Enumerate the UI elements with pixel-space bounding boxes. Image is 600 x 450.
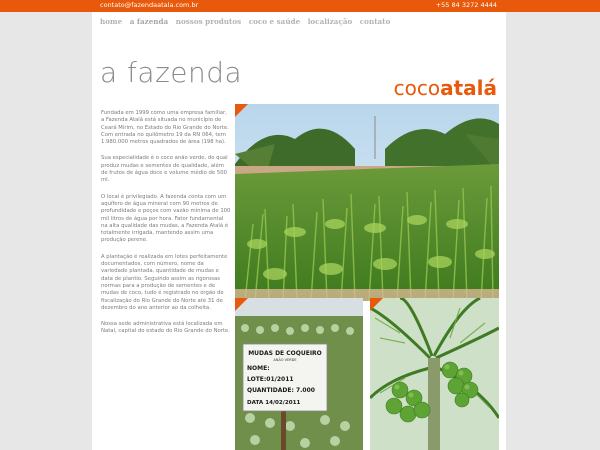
plantation-photo bbox=[235, 104, 499, 301]
logo-part-coco: coco bbox=[393, 76, 441, 100]
nav-item-localizacao[interactable]: localização bbox=[307, 17, 353, 26]
corner-accent bbox=[235, 298, 248, 311]
corner-accent bbox=[370, 298, 383, 311]
coconut-photo bbox=[370, 298, 499, 450]
top-bar bbox=[0, 0, 600, 12]
paragraph: O local é privilegiado. A fazenda conta com um aquífero de água mineral com 90 metros de profundidade e poços com vazão mínima de 100 mil litros de água por hora. Fator fundamental na alta qualidade das mudas, a Fazenda Atalá é totalmente irrigada, mantendo assim uma produção perene. bbox=[101, 193, 231, 244]
nav-item-a-fazenda[interactable]: a fazenda bbox=[129, 17, 169, 26]
nav-item-nossos-produtos[interactable]: nossos produtos bbox=[175, 17, 242, 26]
sign-title: MUDAS DE COQUEIRO bbox=[248, 350, 322, 357]
paragraph: Fundada em 1999 como uma empresa familiar, a Fazenda Atalá está situada no município de Ceará Mirim, no Estado do Rio Grande do Norte. Com entrada no quilômetro 19 da RN 064, tem 1.980.000 metros quadrados de área (198 ha). bbox=[101, 110, 229, 146]
corner-accent bbox=[235, 104, 248, 117]
sign-data: DATA 14/02/2011 bbox=[247, 400, 301, 406]
brand-logo[interactable] bbox=[394, 76, 497, 100]
sign-lote: LOTE:01/2011 bbox=[247, 376, 294, 383]
sign-name-label: NOME: bbox=[247, 365, 270, 372]
nav-item-coco-e-saude[interactable]: coco e saúde bbox=[248, 17, 301, 26]
logo-part-atala: atalá bbox=[440, 76, 497, 100]
plantation-illustration bbox=[235, 104, 499, 301]
nav-item-home[interactable]: home bbox=[100, 17, 123, 26]
paragraph: Nossa sede administrativa está localizada em Natal, capital do estado do Rio Grande do Norte. bbox=[101, 321, 230, 335]
seedling-sign-photo bbox=[235, 298, 363, 450]
page-title: a fazenda bbox=[100, 56, 243, 89]
sign-illustration bbox=[235, 298, 363, 450]
contact-phone: +55 84 3272 4444 bbox=[435, 1, 497, 9]
paragraph: Sua especialidade é o coco anão verde, do qual produz mudas e sementes de qualidade, além de frutos de água doce e volume médio de 500 ml. bbox=[101, 155, 228, 184]
main-nav bbox=[100, 17, 395, 26]
paragraph: A plantação é realizada em lotes perfeitamente documentados, com número, nome da variedade plantada, quantidade de mudas e data de plantio. Seguindo assim as rigorosas normas para a produção de sementes e de mudas de coco, tudo é registrado no órgão de fiscalização do Rio Grande do Norte até 31 de dezembro do ano anterior ao da colheita. bbox=[101, 253, 228, 311]
contact-email-link[interactable]: contato@fazendaatala.com.br bbox=[100, 1, 199, 9]
sign-subtitle: ANÃO VERDE bbox=[273, 358, 297, 362]
nav-item-contato[interactable]: contato bbox=[359, 17, 391, 26]
sign-quantidade: QUANTIDADE: 7.000 bbox=[247, 387, 315, 394]
coconut-illustration bbox=[370, 298, 499, 450]
page-container bbox=[92, 12, 506, 450]
article-body bbox=[101, 110, 231, 345]
